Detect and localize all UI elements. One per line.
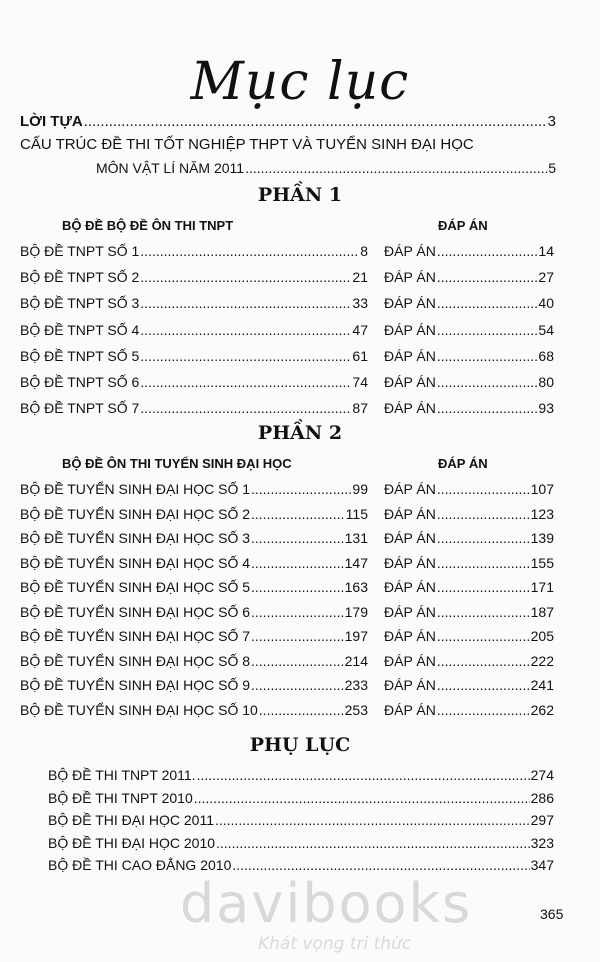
leader-dots bbox=[140, 269, 351, 285]
entry-page: 3 bbox=[547, 113, 556, 130]
toc-entry-exam-structure[interactable] bbox=[96, 160, 556, 176]
entry-page: 241 bbox=[530, 677, 554, 693]
entry-page: 5 bbox=[548, 160, 556, 176]
leader-dots bbox=[251, 530, 344, 546]
entry-label: BỘ ĐỀ THI TNPT 2011. bbox=[48, 767, 196, 783]
part2-answer-entry[interactable] bbox=[384, 555, 554, 571]
entry-page: 253 bbox=[344, 701, 368, 718]
leader-dots bbox=[437, 530, 530, 546]
entry-page: 115 bbox=[345, 505, 368, 522]
entry-label: BỘ ĐỀ THI TNPT 2010 bbox=[48, 789, 193, 806]
entry-label: ĐÁP ÁN bbox=[384, 374, 436, 390]
part2-answer-entry[interactable] bbox=[384, 653, 554, 669]
entry-page: 147 bbox=[344, 554, 368, 571]
entry-label: ĐÁP ÁN bbox=[384, 652, 436, 669]
leader-dots bbox=[437, 295, 538, 311]
part1-heading: PHẦN 1 bbox=[257, 184, 343, 206]
entry-page: 323 bbox=[530, 834, 554, 851]
part1-entry[interactable] bbox=[20, 322, 368, 338]
entry-page: 233 bbox=[344, 677, 368, 693]
watermark-tagline: Khát vọng tri thức bbox=[258, 934, 412, 954]
entry-page: 123 bbox=[530, 505, 554, 522]
entry-page: 21 bbox=[352, 269, 368, 286]
leader-dots bbox=[215, 812, 530, 828]
entry-label: ĐÁP ÁN bbox=[384, 554, 436, 571]
part1-entry[interactable] bbox=[20, 348, 368, 364]
part1-answer-entry[interactable] bbox=[384, 348, 554, 364]
leader-dots bbox=[140, 348, 351, 364]
entry-page: 286 bbox=[530, 789, 554, 806]
part2-answer-entry[interactable] bbox=[384, 604, 554, 620]
entry-page: 297 bbox=[530, 812, 554, 828]
leader-dots bbox=[140, 295, 351, 311]
leader-dots bbox=[251, 677, 344, 693]
part2-answer-entry[interactable] bbox=[384, 702, 554, 718]
leader-dots bbox=[437, 628, 530, 644]
entry-page: 61 bbox=[352, 347, 368, 364]
entry-label: ĐÁP ÁN bbox=[384, 603, 436, 620]
entry-label: BỘ ĐỀ TUYỂN SINH ĐẠI HỌC SỐ 3 bbox=[20, 530, 251, 546]
entry-page: 93 bbox=[538, 400, 554, 417]
part1-entry[interactable] bbox=[20, 400, 368, 416]
entry-label: BỘ ĐỀ TUYỂN SINH ĐẠI HỌC SỐ 8 bbox=[20, 652, 251, 669]
entry-page: 33 bbox=[352, 295, 368, 312]
entry-label: ĐÁP ÁN bbox=[384, 295, 436, 312]
appendix-entry[interactable] bbox=[48, 767, 554, 783]
entry-page: 40 bbox=[538, 295, 554, 312]
leader-dots bbox=[251, 506, 345, 522]
entry-label: BỘ ĐỀ THI ĐẠI HỌC 2010 bbox=[48, 834, 216, 851]
entry-page: 205 bbox=[530, 628, 554, 644]
leader-dots bbox=[437, 374, 538, 390]
leader-dots bbox=[140, 322, 351, 338]
entry-label: BỘ ĐỀ TNPT SỐ 7 bbox=[20, 400, 140, 417]
entry-page: 347 bbox=[530, 857, 554, 873]
part2-answer-entry[interactable] bbox=[384, 530, 554, 546]
page-title: Mục lục bbox=[190, 52, 410, 112]
leader-dots bbox=[216, 835, 530, 851]
leader-dots bbox=[84, 113, 547, 130]
part2-entry[interactable] bbox=[20, 628, 368, 644]
entry-page: 187 bbox=[530, 603, 554, 620]
part1-answer-entry[interactable] bbox=[384, 322, 554, 338]
part2-heading: PHẦN 2 bbox=[257, 422, 343, 444]
entry-label: BỘ ĐỀ THI ĐẠI HỌC 2011 bbox=[48, 812, 214, 828]
part2-entry[interactable] bbox=[20, 530, 368, 546]
leader-dots bbox=[251, 555, 344, 571]
part1-answer-entry[interactable] bbox=[384, 243, 554, 259]
appendix-entry[interactable] bbox=[48, 812, 554, 828]
page-number: 365 bbox=[540, 906, 564, 922]
entry-page: 139 bbox=[530, 530, 554, 546]
watermark-brand: davibooks bbox=[180, 872, 473, 935]
leader-dots bbox=[140, 374, 351, 390]
part2-entry[interactable] bbox=[20, 481, 368, 497]
entry-label: BỘ ĐỀ TNPT SỐ 3 bbox=[20, 295, 140, 312]
part1-entry[interactable] bbox=[20, 295, 368, 311]
entry-label: ĐÁP ÁN bbox=[384, 628, 436, 644]
appendix-entry[interactable] bbox=[48, 835, 554, 851]
part2-answer-entry[interactable] bbox=[384, 481, 554, 497]
leader-dots bbox=[437, 348, 538, 364]
entry-label: BỘ ĐỀ TUYỂN SINH ĐẠI HỌC SỐ 7 bbox=[20, 628, 251, 644]
entry-page: 47 bbox=[352, 321, 368, 338]
leader-dots bbox=[437, 653, 530, 669]
entry-label: ĐÁP ÁN bbox=[384, 701, 436, 718]
leader-dots bbox=[140, 400, 351, 416]
part1-col-right: ĐÁP ÁN bbox=[438, 218, 488, 233]
entry-page: 68 bbox=[538, 347, 554, 364]
entry-page: 171 bbox=[530, 579, 554, 595]
entry-label: BỘ ĐỀ TUYỂN SINH ĐẠI HỌC SỐ 1 bbox=[20, 481, 251, 497]
entry-page: 8 bbox=[360, 243, 368, 259]
part1-entry[interactable] bbox=[20, 243, 368, 259]
entry-label: BỘ ĐỀ TNPT SỐ 5 bbox=[20, 347, 140, 364]
part1-col-left: BỘ ĐỀ BỘ ĐỀ ÔN THI TNPT bbox=[62, 218, 234, 233]
part2-entry[interactable] bbox=[20, 555, 368, 571]
leader-dots bbox=[437, 506, 530, 522]
entry-label: BỘ ĐỀ TNPT SỐ 2 bbox=[20, 269, 140, 286]
entry-label: LỜI TỰA bbox=[20, 113, 83, 130]
appendix-entry[interactable] bbox=[48, 790, 554, 806]
leader-dots bbox=[140, 243, 359, 259]
appendix-entry[interactable] bbox=[48, 857, 554, 873]
part1-answer-entry[interactable] bbox=[384, 374, 554, 390]
entry-page: 262 bbox=[530, 701, 554, 718]
entry-label: BỘ ĐỀ TUYỂN SINH ĐẠI HỌC SỐ 9 bbox=[20, 677, 251, 693]
entry-page: 131 bbox=[344, 530, 368, 546]
entry-page: 107 bbox=[530, 481, 554, 497]
leader-dots bbox=[251, 604, 344, 620]
leader-dots bbox=[251, 579, 344, 595]
part2-col-left: BỘ ĐỀ ÔN THI TUYỂN SINH ĐẠI HỌC bbox=[62, 456, 292, 471]
entry-label: BỘ ĐỀ TUYỂN SINH ĐẠI HỌC SỐ 5 bbox=[20, 579, 251, 595]
entry-page: 179 bbox=[344, 603, 368, 620]
leader-dots bbox=[437, 677, 530, 693]
part2-entry[interactable] bbox=[20, 579, 368, 595]
leader-dots bbox=[437, 579, 530, 595]
entry-label: ĐÁP ÁN bbox=[384, 400, 436, 417]
part2-answer-entry[interactable] bbox=[384, 506, 554, 522]
leader-dots bbox=[437, 481, 530, 497]
entry-label: BỘ ĐỀ TUYỂN SINH ĐẠI HỌC SỐ 10 bbox=[20, 701, 258, 718]
leader-dots bbox=[437, 555, 530, 571]
part2-entry[interactable] bbox=[20, 677, 368, 693]
part2-entry[interactable] bbox=[20, 702, 368, 718]
entry-label: ĐÁP ÁN bbox=[384, 481, 436, 497]
entry-label: ĐÁP ÁN bbox=[384, 347, 436, 364]
entry-page: 87 bbox=[352, 400, 368, 417]
leader-dots bbox=[251, 481, 351, 497]
entry-label: BỘ ĐỀ TNPT SỐ 4 bbox=[20, 321, 140, 338]
entry-label: BỘ ĐỀ TNPT SỐ 6 bbox=[20, 374, 140, 390]
entry-label: ĐÁP ÁN bbox=[384, 321, 436, 338]
leader-dots bbox=[194, 790, 530, 806]
entry-page: 27 bbox=[538, 269, 554, 286]
entry-page: 54 bbox=[538, 321, 554, 338]
toc-entry-preface[interactable] bbox=[20, 113, 556, 130]
appendix-heading: PHỤ LỤC bbox=[249, 734, 351, 756]
leader-dots bbox=[251, 653, 344, 669]
leader-dots bbox=[197, 767, 530, 783]
entry-page: 163 bbox=[344, 579, 368, 595]
part2-entry[interactable] bbox=[20, 506, 368, 522]
entry-label: MÔN VẬT LÍ NĂM 2011 bbox=[96, 160, 245, 176]
entry-page: 74 bbox=[352, 374, 368, 390]
entry-page: 222 bbox=[530, 652, 554, 669]
leader-dots bbox=[259, 702, 344, 718]
leader-dots bbox=[251, 628, 344, 644]
entry-label: BỘ ĐỀ TNPT SỐ 1 bbox=[20, 243, 140, 259]
leader-dots bbox=[437, 604, 530, 620]
leader-dots bbox=[437, 243, 538, 259]
entry-page: 274 bbox=[530, 767, 554, 783]
entry-page: 99 bbox=[352, 481, 368, 497]
leader-dots bbox=[437, 400, 538, 416]
entry-label: ĐÁP ÁN bbox=[384, 579, 436, 595]
part2-entry[interactable] bbox=[20, 604, 368, 620]
part1-answer-entry[interactable] bbox=[384, 295, 554, 311]
entry-page: 155 bbox=[530, 554, 554, 571]
leader-dots bbox=[437, 269, 538, 285]
entry-label: BỘ ĐỀ TUYỂN SINH ĐẠI HỌC SỐ 6 bbox=[20, 603, 251, 620]
entry-page: 197 bbox=[344, 628, 368, 644]
part2-col-right: ĐÁP ÁN bbox=[438, 456, 488, 471]
entry-label: ĐÁP ÁN bbox=[384, 530, 436, 546]
part2-entry[interactable] bbox=[20, 653, 368, 669]
entry-page: 214 bbox=[344, 652, 368, 669]
entry-page: 80 bbox=[538, 374, 554, 390]
part1-entry[interactable] bbox=[20, 374, 368, 390]
part2-answer-entry[interactable] bbox=[384, 628, 554, 644]
part1-entry[interactable] bbox=[20, 269, 368, 285]
leader-dots bbox=[437, 322, 538, 338]
entry-label: BỘ ĐỀ TUYỂN SINH ĐẠI HỌC SỐ 2 bbox=[20, 505, 251, 522]
entry-label: BỘ ĐỀ THI CAO ĐẲNG 2010 bbox=[48, 857, 232, 873]
leader-dots bbox=[232, 857, 529, 873]
leader-dots bbox=[437, 702, 530, 718]
entry-label: BỘ ĐỀ TUYỂN SINH ĐẠI HỌC SỐ 4 bbox=[20, 554, 251, 571]
entry-label: ĐÁP ÁN bbox=[384, 243, 436, 259]
part2-answer-entry[interactable] bbox=[384, 677, 554, 693]
part1-answer-entry[interactable] bbox=[384, 400, 554, 416]
entry-page: 14 bbox=[538, 243, 554, 259]
toc-entry-exam-structure-line1[interactable]: CẤU TRÚC ĐỀ THI TỐT NGHIỆP THPT VÀ TUYỂN SINH ĐẠI HỌC bbox=[20, 136, 474, 153]
part1-answer-entry[interactable] bbox=[384, 269, 554, 285]
entry-label: ĐÁP ÁN bbox=[384, 269, 436, 286]
entry-label: ĐÁP ÁN bbox=[384, 677, 436, 693]
leader-dots bbox=[245, 160, 547, 176]
entry-label: ĐÁP ÁN bbox=[384, 505, 436, 522]
part2-answer-entry[interactable] bbox=[384, 579, 554, 595]
